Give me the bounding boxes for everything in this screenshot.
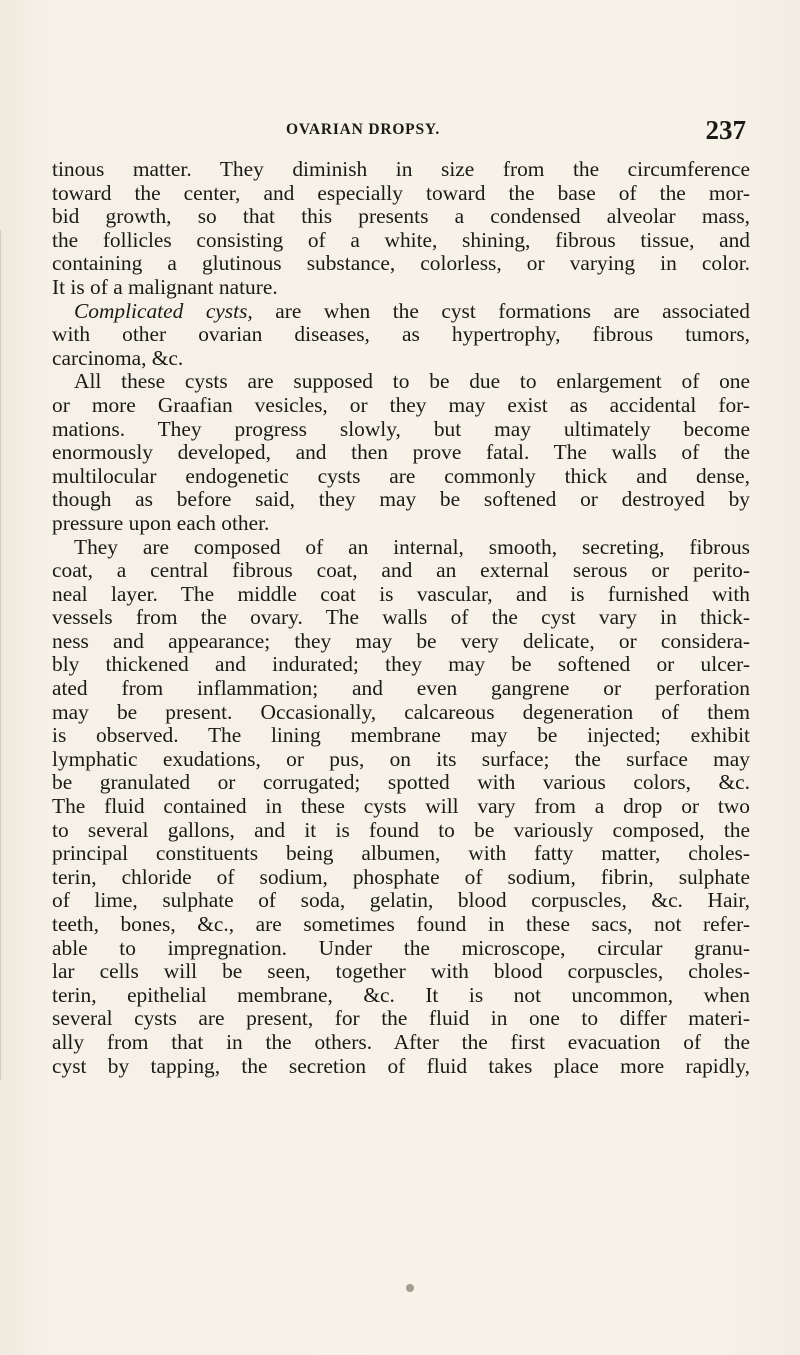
text-line: bly thickened and indurated; they may be softened or ulcer- <box>52 652 750 677</box>
text-line: mations. They progress slowly, but may ultimately become <box>52 416 750 441</box>
complicated-cysts-term: Complicated cysts, <box>74 298 253 323</box>
text-line: ness and appearance; they may be very delicate, or considera- <box>52 628 750 653</box>
gutter-shadow <box>0 230 6 1080</box>
text-line: pressure upon each other. <box>52 510 270 535</box>
text-line: toward the center, and especially toward the base of the mor- <box>52 180 750 205</box>
text-line: may be present. Occasionally, calcareous degeneration of them <box>52 699 750 724</box>
text-line: lar cells will be seen, together with blood corpuscles, choles- <box>52 959 750 984</box>
text-line: principal constituents being albumen, with fatty matter, choles- <box>52 841 750 866</box>
text-line: The fluid contained in these cysts will vary from a drop or two <box>52 794 750 819</box>
text-line: enormously developed, and then prove fatal. The walls of the <box>52 440 750 465</box>
text-line: They are composed of an internal, smooth, secreting, fibrous <box>74 534 750 559</box>
text-line: containing a glutinous substance, colorless, or varying in color. <box>52 251 750 276</box>
page-header <box>52 115 746 152</box>
text-line: vessels from the ovary. The walls of the cyst vary in thick- <box>52 605 750 630</box>
text-line: terin, chloride of sodium, phosphate of sodium, fibrin, sulphate <box>52 864 750 889</box>
text-line: or more Graafian vesicles, or they may exist as accidental for- <box>52 392 750 417</box>
text-line: terin, epithelial membrane, &c. It is not uncommon, when <box>52 982 750 1007</box>
text-line: ated from inflammation; and even gangrene or perforation <box>52 676 750 701</box>
text-line: All these cysts are supposed to be due to enlargement of one <box>74 369 750 394</box>
text-line: be granulated or corrugated; spotted with various colors, &c. <box>52 770 750 795</box>
text-line: teeth, bones, &c., are sometimes found in these sacs, not refer- <box>52 912 750 936</box>
text-line: It is of a malignant nature. <box>52 274 278 299</box>
text-line: carcinoma, &c. <box>52 345 184 370</box>
text-line: coat, a central fibrous coat, and an external serous or perito- <box>52 558 750 583</box>
text-line: is observed. The lining membrane may be injected; exhibit <box>52 723 750 748</box>
page-number: 237 <box>705 115 746 145</box>
text-line: able to impregnation. Under the microscope, circular granu- <box>52 935 750 960</box>
text-line: multilocular endogenetic cysts are commonly thick and dense, <box>52 463 750 488</box>
text-line: with other ovarian diseases, as hypertrophy, fibrous tumors, <box>52 322 750 347</box>
text-line: several cysts are present, for the fluid in one to differ materi- <box>52 1006 750 1031</box>
text-line: bid growth, so that this presents a condensed alveolar mass, <box>52 204 750 229</box>
text-line: though as before said, they may be softened or destroyed by <box>52 487 750 512</box>
complicated-cysts-definition: are when the cyst formations are associated <box>252 298 750 323</box>
text-line: tinous matter. They diminish in size from the circumference <box>52 157 750 181</box>
text-line: cyst by tapping, the secretion of fluid takes place more rapidly, <box>52 1053 750 1078</box>
running-head: OVARIAN DROPSY. <box>286 121 441 138</box>
text-line: lymphatic exudations, or pus, on its surface; the surface may <box>52 746 750 771</box>
text-line: to several gallons, and it is found to be variously composed, the <box>52 817 750 842</box>
ink-smudge <box>406 1284 414 1292</box>
text-line: neal layer. The middle coat is vascular, and is furnished with <box>52 581 750 606</box>
text-line: of lime, sulphate of soda, gelatin, blood corpuscles, &c. Hair, <box>52 888 750 913</box>
text-line-complicated <box>52 300 750 324</box>
body-text <box>52 158 750 1078</box>
text-line: ally from that in the others. After the first evacuation of the <box>52 1029 750 1054</box>
text-line: the follicles consisting of a white, shining, fibrous tissue, and <box>52 227 750 252</box>
